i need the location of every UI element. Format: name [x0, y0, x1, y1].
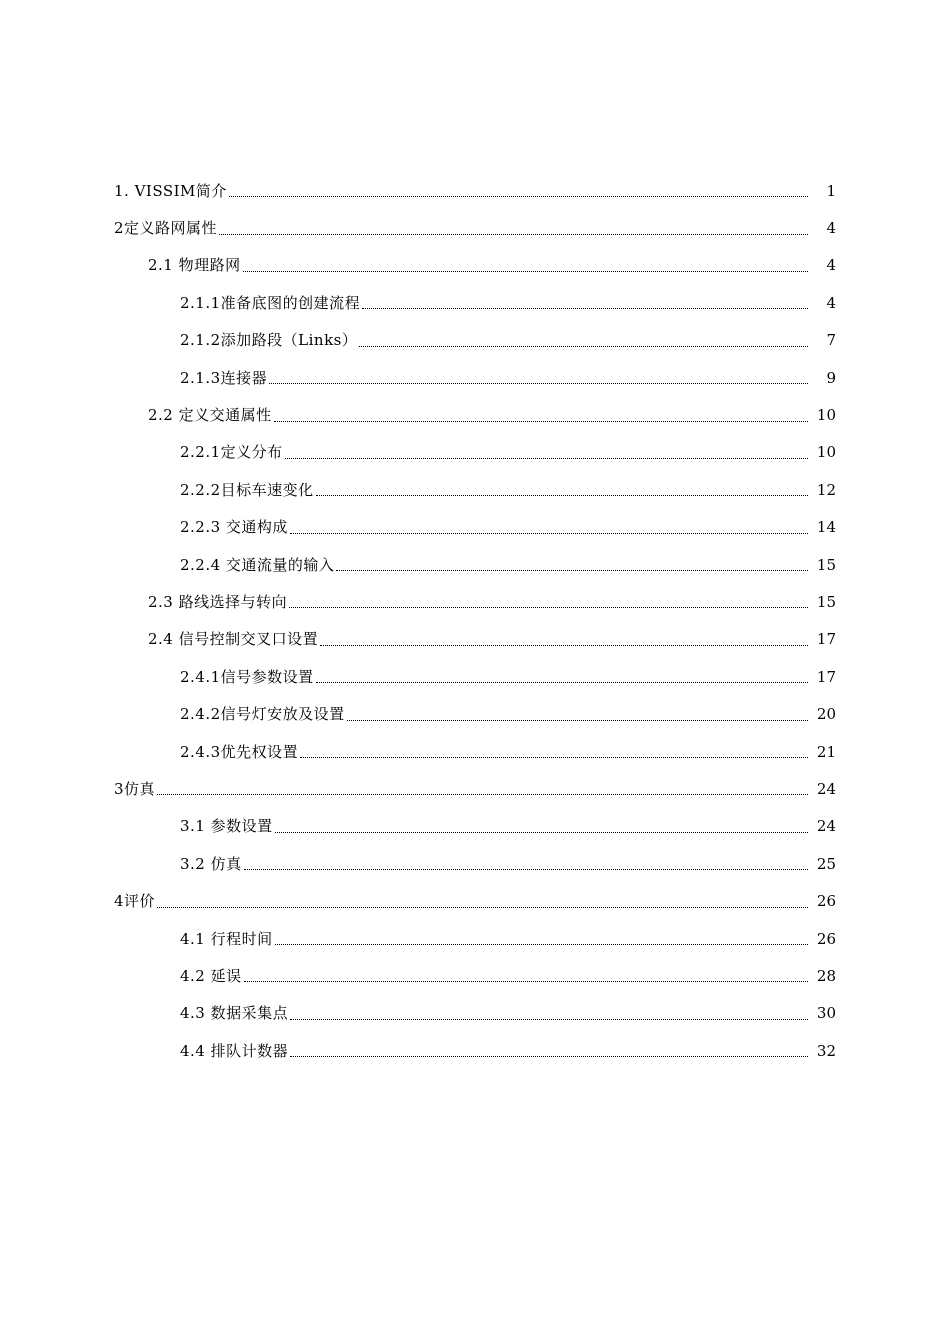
toc-entry-label: 2.2.2目标车速变化 [180, 480, 314, 499]
toc-entry[interactable] [0, 621, 950, 658]
toc-entry-page-number: 4 [826, 293, 836, 312]
toc-entry[interactable] [0, 845, 950, 882]
toc-entry-page-number: 17 [816, 630, 836, 649]
toc-dot-leader [274, 421, 808, 422]
toc-entry[interactable] [0, 172, 950, 209]
toc-entry-page-number: 10 [816, 406, 836, 425]
toc-entry[interactable] [0, 434, 950, 471]
toc-entry-page-number: 14 [816, 518, 836, 537]
toc-dot-leader [219, 234, 808, 235]
toc-entry-page-number: 9 [826, 368, 836, 387]
toc-entry[interactable] [0, 396, 950, 433]
toc-entry-label: 2.2.1定义分布 [180, 443, 283, 462]
toc-dot-leader [336, 570, 808, 571]
toc-dot-leader [290, 1056, 808, 1057]
toc-entry-label: 2.1 物理路网 [148, 256, 241, 275]
toc-dot-leader [347, 720, 808, 721]
toc-entry-page-number: 24 [816, 817, 836, 836]
toc-entry-label: 3.1 参数设置 [180, 817, 273, 836]
toc-dot-leader [243, 271, 808, 272]
toc-dot-leader [285, 458, 808, 459]
toc-entry-page-number: 4 [826, 219, 836, 238]
toc-entry-label: 2.4.3优先权设置 [180, 742, 299, 761]
toc-entry[interactable] [0, 546, 950, 583]
toc-entry-page-number: 7 [826, 331, 836, 350]
toc-dot-leader [316, 682, 808, 683]
toc-entry[interactable] [0, 471, 950, 508]
toc-entry-page-number: 24 [816, 779, 836, 798]
toc-entry-label: 2.2.3 交通构成 [180, 518, 288, 537]
toc-dot-leader [359, 346, 808, 347]
toc-entry[interactable] [0, 509, 950, 546]
toc-dot-leader [269, 383, 808, 384]
toc-entry[interactable] [0, 1032, 950, 1069]
toc-dot-leader [275, 832, 808, 833]
toc-entry[interactable] [0, 957, 950, 994]
toc-dot-leader [229, 196, 808, 197]
toc-entry-page-number: 12 [816, 480, 836, 499]
toc-entry-label: 2.1.2添加路段（Links） [180, 331, 358, 350]
toc-entry-label: 2.3 路线选择与转向 [148, 592, 288, 611]
toc-entry-label: 4.2 延误 [180, 966, 242, 985]
toc-entry-label: 2.2 定义交通属性 [148, 406, 272, 425]
toc-dot-leader [320, 645, 808, 646]
toc-entry-page-number: 20 [816, 705, 836, 724]
toc-entry-page-number: 1 [826, 181, 836, 200]
toc-entry-page-number: 15 [816, 555, 836, 574]
toc-entry-label: 2.2.4 交通流量的输入 [180, 555, 335, 574]
toc-entry-label: 3仿真 [114, 779, 156, 798]
toc-entry[interactable] [0, 733, 950, 770]
toc-dot-leader [157, 794, 808, 795]
toc-entry-label: 2定义路网属性 [114, 219, 218, 238]
toc-dot-leader [244, 981, 808, 982]
toc-dot-leader [289, 607, 808, 608]
toc-entry-page-number: 28 [816, 966, 836, 985]
toc-entry-page-number: 4 [826, 256, 836, 275]
toc-entry[interactable] [0, 808, 950, 845]
toc-entry-page-number: 21 [816, 742, 836, 761]
toc-entry-label: 2.1.3连接器 [180, 368, 268, 387]
toc-entry-label: 4.3 数据采集点 [180, 1004, 289, 1023]
toc-entry[interactable] [0, 247, 950, 284]
toc-entry[interactable] [0, 583, 950, 620]
toc-entry-label: 2.1.1准备底图的创建流程 [180, 293, 361, 312]
toc-dot-leader [362, 308, 808, 309]
toc-entry[interactable] [0, 770, 950, 807]
toc-entry[interactable] [0, 695, 950, 732]
toc-entry[interactable] [0, 322, 950, 359]
toc-entry-label: 4评价 [114, 892, 156, 911]
toc-dot-leader [290, 1019, 808, 1020]
toc-entry-page-number: 10 [816, 443, 836, 462]
toc-entry-label: 2.4.1信号参数设置 [180, 667, 314, 686]
toc-entry-page-number: 26 [816, 892, 836, 911]
toc-entry-page-number: 15 [816, 592, 836, 611]
toc-entry-label: 4.1 行程时间 [180, 929, 273, 948]
toc-dot-leader [275, 944, 808, 945]
toc-entry-label: 3.2 仿真 [180, 854, 242, 873]
toc-entry[interactable] [0, 995, 950, 1032]
toc-entry[interactable] [0, 284, 950, 321]
toc-entry[interactable] [0, 920, 950, 957]
table-of-contents [0, 172, 950, 1069]
toc-entry-label: 4.4 排队计数器 [180, 1041, 289, 1060]
toc-entry-label: 2.4.2信号灯安放及设置 [180, 705, 345, 724]
toc-dot-leader [300, 757, 808, 758]
toc-entry-page-number: 32 [816, 1041, 836, 1060]
toc-entry-label: 2.4 信号控制交叉口设置 [148, 630, 319, 649]
toc-entry[interactable] [0, 359, 950, 396]
toc-entry-label: 1. VISSIM简介 [114, 181, 227, 200]
toc-dot-leader [157, 907, 808, 908]
toc-dot-leader [244, 869, 808, 870]
toc-entry-page-number: 17 [816, 667, 836, 686]
toc-dot-leader [290, 533, 808, 534]
toc-entry-page-number: 26 [816, 929, 836, 948]
toc-dot-leader [316, 495, 808, 496]
toc-entry-page-number: 30 [816, 1004, 836, 1023]
toc-entry[interactable] [0, 882, 950, 919]
toc-entry[interactable] [0, 658, 950, 695]
toc-entry[interactable] [0, 209, 950, 246]
toc-entry-page-number: 25 [816, 854, 836, 873]
